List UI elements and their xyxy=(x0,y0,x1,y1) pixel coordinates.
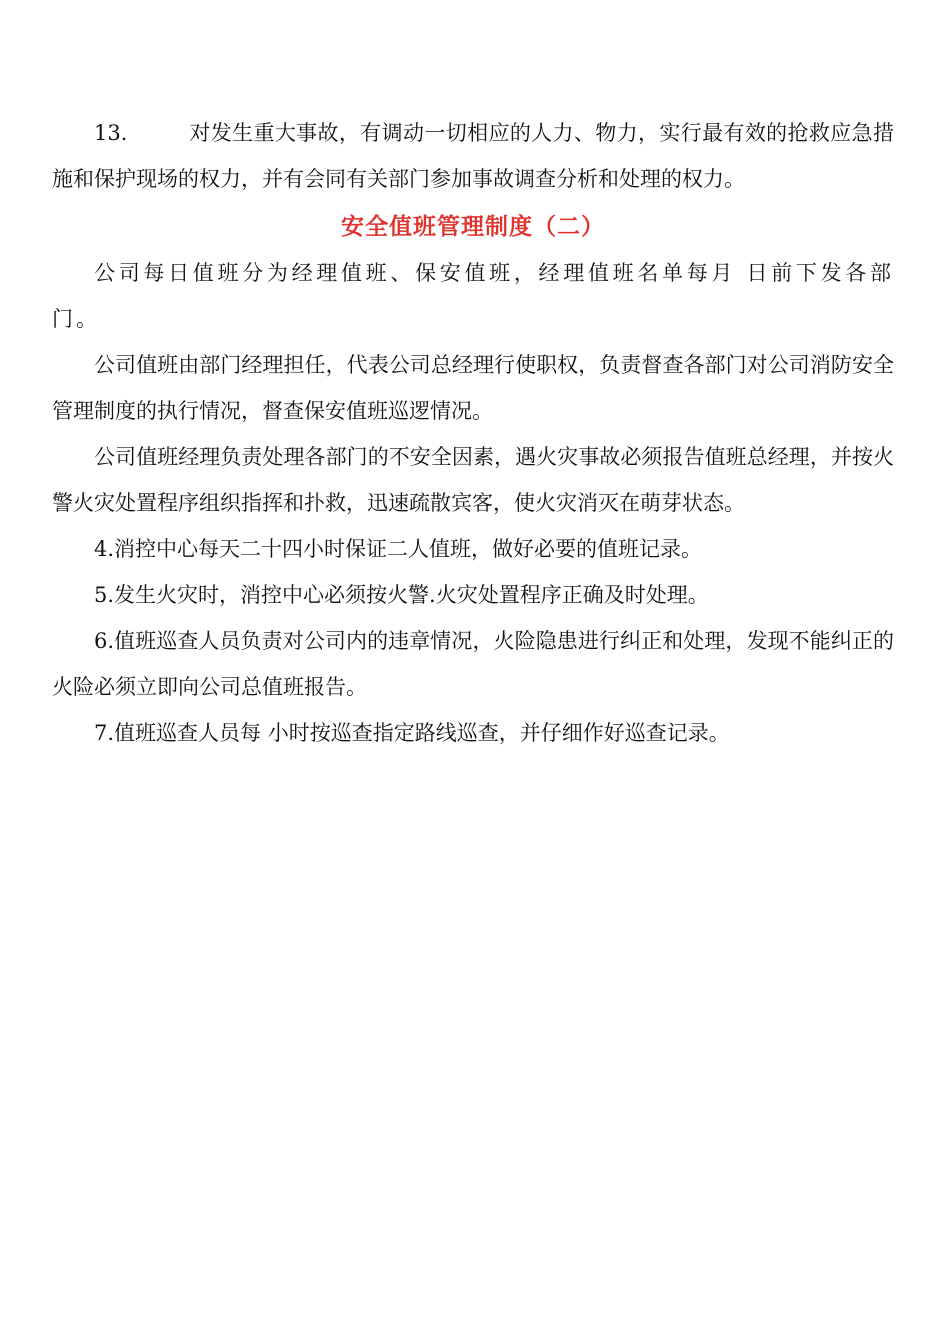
paragraph-item-5: 5.发生火灾时，消控中心必须按火警.火灾处置程序正确及时处理。 xyxy=(94,583,709,607)
paragraph-item-4: 4.消控中心每天二十四小时保证二人值班，做好必要的值班记录。 xyxy=(94,537,703,561)
item-13-paragraph xyxy=(52,110,894,202)
paragraph-duty-manager: 公司值班由部门经理担任，代表公司总经理行使职权，负责督查各部门对公司消防安全管理制度的执行情况，督查保安值班巡逻情况。 xyxy=(52,353,894,423)
item-13-number: 13. xyxy=(94,121,128,145)
paragraph-item-7: 7.值班巡查人员每 小时按巡查指定路线巡查，并仔细作好巡查记录。 xyxy=(94,721,730,745)
section-title: 安全值班管理制度（二） xyxy=(341,213,605,240)
item-13-text: 对发生重大事故，有调动一切相应的人力、物力，实行最有效的抢救应急措施和保护现场的权力，并有会同有关部门参加事故调查分析和处理的权力。 xyxy=(52,121,894,191)
document-page xyxy=(52,110,894,756)
paragraph-safety-factors: 公司值班经理负责处理各部门的不安全因素，遇火灾事故必须报告值班总经理，并按火警火灾处置程序组织指挥和扑救，迅速疏散宾客，使火灾消灭在萌芽状态。 xyxy=(52,445,894,515)
paragraph-duty-schedule: 公司每日值班分为经理值班、保安值班，经理值班名单每月 日前下发各部门。 xyxy=(52,261,894,331)
paragraph-item-6: 6.值班巡查人员负责对公司内的违章情况，火险隐患进行纠正和处理，发现不能纠正的火险必须立即向公司总值班报告。 xyxy=(52,629,894,699)
